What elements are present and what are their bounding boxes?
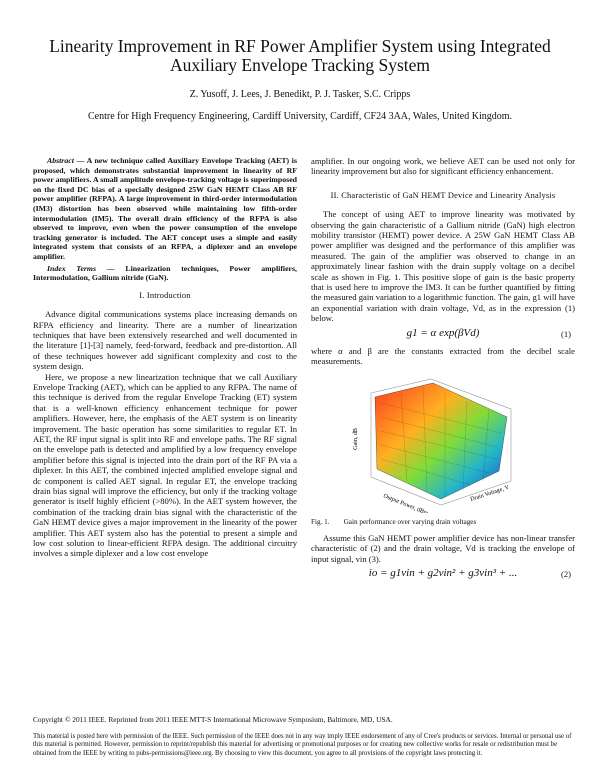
figure-1-caption-text: Gain performance over varying drain voltages <box>343 517 477 526</box>
figure-1-x-axis-label: Output Power, dBm <box>382 492 429 513</box>
equation-2-number: (2) <box>560 569 571 580</box>
figure-1-caption <box>311 517 575 527</box>
section-1-paragraph-2: Here, we propose a new linearization technique that we call Auxiliary Envelope Tracking (AET), which can be applied to any RFPA. The name of this technique is derived from the regular Envelope Tracking (ET) system that is a well-known efficiency enhancement technique for power amplifiers. However, here, the emphasis of the AET system is on linearity improvement. The basic operation has some similarities to regular ET. In AET, the RF input signal is split into RF and envelope paths. The RF signal on the envelope path is detected and amplified by a low frequency envelope amplifier before this signal is injected into the drain port of the RF PA via a diplexer. In this AET, the combined injected amplified envelope signal and dc component is called AET signal. In regular ET, the envelope tracking drain bias signal will improve the efficiency, but only if the tracking voltage generator is itself highly efficient (>80%). In the AET system however, the combination of the tracking drain bias signal with the characteristic of the GaN HEMT device gives a major improvement in the linearity of the power amplifier. This AET system also has the potential to present a simple and low cost solution to linear-efficient RFPA design. The additional circuitry involves a simple diplexer and a low cost envelope <box>33 371 297 559</box>
paper-title: Linearity Improvement in RF Power Amplifier System using Integrated Auxiliary Envelope Tracking System <box>49 36 551 75</box>
section-2-heading: II. Characteristic of GaN HEMT Device and Linearity Analysis <box>330 190 556 200</box>
abstract-text: A new technique called Auxiliary Envelope Tracking (AET) is proposed, which demonstrates substantial improvement in linearity of RF power amplifiers. A small amplitude envelope-tracking voltage is superimposed on the fixed DC bias of a specially designed 25W GaN HEMT Class AB RF power amplifier (RFPA). A large improvement in third-order intermodulation (IM3) distortion has been observed while maintaining low fifth-order intermodulation (IM5). The overall drain efficiency of the RFPA is also observed to improve, even when the power consumption of the envelope tracking generator is included. The AET concept uses a simple and easily integrated system that consists of an RFPA, a diplexer and an envelope amplifier. <box>33 156 297 261</box>
index-terms <box>33 264 297 283</box>
figure-1-y-axis-label: Drain Voltage, V <box>469 484 511 503</box>
equation-1 <box>311 324 575 346</box>
abstract <box>33 156 297 262</box>
figure-1-surface-plot <box>311 373 575 513</box>
section-1-heading: I. Introduction <box>139 290 191 300</box>
figure-1 <box>311 373 575 513</box>
abstract-label: Abstract — <box>47 156 85 165</box>
figure-1-surface <box>375 383 507 499</box>
section-2-paragraph-1: The concept of using AET to improve linearity was motivated by observing the gain characteristic of a Gallium nitride (GaN) high electron mobility transistor (HEMT) power device. A 25W GaN HEMT Class AB power amplifier was designed and the performance of this amplifier was measured. The gain of the amplifier was observed to change in an approximately linear fashion with the drain supply voltage on a decibel scale as shown in Fig. 1. This positive slope of gain is the basic property that is used here to improve the IM3. It can be further quantified by fitting the measured gain variation to a logarithmic function. The gain, g1 will have an exponential variation with drain voltage, Vd, as in the expression (1) below. <box>311 209 575 324</box>
left-column <box>33 156 297 559</box>
figure-1-z-axis-label: Gain, dB <box>353 427 359 450</box>
column-2-paragraph-2: Assume this GaN HEMT power amplifier device has non-linear transfer characteristic of (2) and the drain voltage, Vd is tracking the envelope of input signal, vin (3). <box>311 532 575 564</box>
equation-2-expression: io = g1vin + g2vin² + g3vin³ + ... <box>368 567 518 580</box>
equation-1-expression: g1 = α exp(βVd) <box>406 326 480 339</box>
permission-notice: This material is posted here with permission of the IEEE. Such permission of the IEEE does not in any way imply IEEE endorsement of any of Cree's products or services. Internal or personal use of this material is permitted. However, permission to reprint/republish this material for advertising or promotional purposes or for creating new collective works for resale or redistribution must be obtained from the IEEE by writing to pubs-permissions@ieee.org. By choosing to view this document, you agree to all provisions of the copyright laws protecting it. <box>33 733 572 757</box>
right-column <box>311 156 575 586</box>
copyright-line: Copyright © 2011 IEEE. Reprinted from 2011 IEEE MTT-S International Microwave Symposium, Baltimore, MD, USA. <box>33 715 393 724</box>
section-1-paragraph-1: Advance digital communications systems place increasing demands on RFPA efficiency and linearity. There are a number of linearization techniques that have been extensively researched and well documented in the literature [1]-[3] namely, feed-forward, feedback and pre-distortion. All of these techniques however add significant complexity and cost to the system design. <box>33 309 297 372</box>
index-terms-label: Index Terms — <box>47 263 115 273</box>
figure-1-label: Fig. 1. <box>311 517 330 526</box>
equation-2 <box>311 564 575 586</box>
column-2-paragraph-continuation: amplifier. In our ongoing work, we believe AET can be used not only for linearity improvement but also for significant efficiency enhancement. <box>311 156 575 177</box>
affiliation: Centre for High Frequency Engineering, Cardiff University, Cardiff, CF24 3AA, Wales, United Kingdom. <box>87 111 513 122</box>
authors: Z. Yusoff, J. Lees, J. Benedikt, P. J. Tasker, S.C. Cripps <box>189 89 411 100</box>
equation-1-where: where α and β are the constants extracted from the decibel scale measurements. <box>311 345 575 367</box>
index-terms-text: Linearization techniques, Power amplifiers, Intermodulation, Gallium nitride (GaN). <box>33 263 297 283</box>
equation-1-number: (1) <box>560 328 571 339</box>
